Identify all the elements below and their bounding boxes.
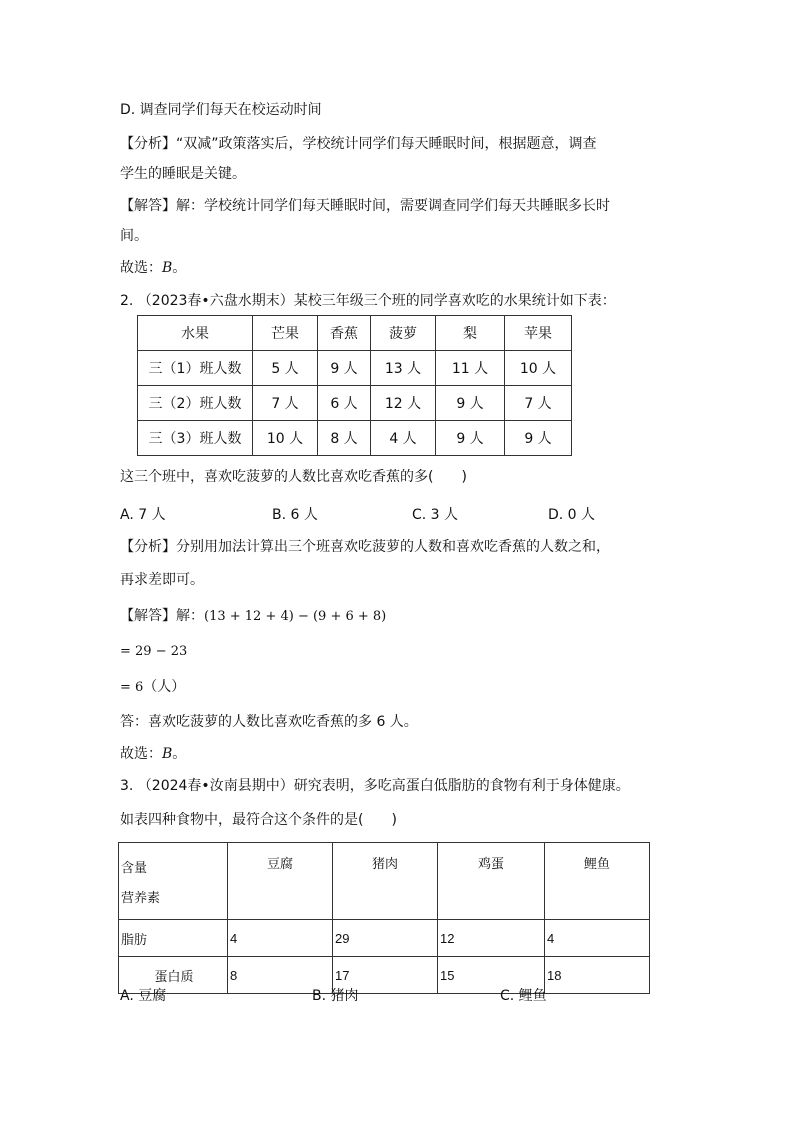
corner-top-label: 含量 bbox=[121, 860, 148, 875]
table-cell: 9 人 bbox=[318, 351, 371, 386]
q1-choice-suffix: 。 bbox=[172, 260, 187, 276]
nutrition-table-header bbox=[119, 843, 650, 920]
table-cell: 13 人 bbox=[371, 351, 436, 386]
table-cell: 三（1）班人数 bbox=[138, 351, 253, 386]
q2-step2-expr: = 6 bbox=[120, 680, 144, 695]
table-cell: 8 人 bbox=[318, 421, 371, 456]
table-cell: 10 人 bbox=[253, 421, 318, 456]
table-cell: 10 人 bbox=[505, 351, 572, 386]
table-cell: 6 人 bbox=[318, 386, 371, 421]
q2-analysis-line1: 【分析】分别用加法计算出三个班喜欢吃菠萝的人数和喜欢吃香蕉的人数之和， bbox=[120, 539, 610, 555]
q3-option-c: C. 鲤鱼 bbox=[500, 988, 547, 1004]
fruit-table-header bbox=[138, 316, 572, 351]
q3-stem-line1: 3. （2024春•汝南县期中）研究表明，多吃高蛋白低脂肪的食物有利于身体健康。 bbox=[120, 778, 630, 794]
table-cell: 15 bbox=[438, 957, 545, 994]
q2-step2 bbox=[120, 677, 185, 698]
q2-response: 答：喜欢吃菠萝的人数比喜欢吃香蕉的多 6 人。 bbox=[120, 714, 418, 730]
nutrition-table bbox=[118, 842, 650, 994]
q2-question: 这三个班中，喜欢吃菠萝的人数比喜欢吃香蕉的多( ) bbox=[120, 469, 467, 485]
table-header-cell: 鲤鱼 bbox=[545, 843, 650, 920]
table-cell: 9 人 bbox=[436, 386, 505, 421]
q2-option-d: D. 0 人 bbox=[548, 507, 596, 523]
table-row-label: 蛋白质 bbox=[119, 957, 228, 994]
q2-step1: = 29 − 23 bbox=[120, 644, 188, 659]
table-cell: 4 bbox=[228, 920, 333, 957]
q1-answer-line2: 间。 bbox=[120, 228, 148, 244]
table-cell: 17 bbox=[333, 957, 438, 994]
table-row bbox=[138, 421, 572, 456]
q1-choice-letter: B bbox=[162, 260, 173, 276]
table-header-cell: 香蕉 bbox=[318, 316, 371, 351]
table-header-cell: 梨 bbox=[436, 316, 505, 351]
q2-step2-unit: （人） bbox=[143, 679, 186, 695]
fruit-table bbox=[137, 315, 572, 456]
table-header-cell: 水果 bbox=[138, 316, 253, 351]
table-header-cell: 芒果 bbox=[253, 316, 318, 351]
q3-stem-line2: 如表四种食物中，最符合这个条件的是( ) bbox=[120, 812, 397, 828]
q2-stem: 2. （2023春•六盘水期末）某校三年级三个班的同学喜欢吃的水果统计如下表： bbox=[120, 293, 616, 309]
table-header-cell: 苹果 bbox=[505, 316, 572, 351]
table-cell: 5 人 bbox=[253, 351, 318, 386]
q2-choice-suffix: 。 bbox=[172, 746, 187, 762]
table-cell: 三（3）班人数 bbox=[138, 421, 253, 456]
table-header-cell: 鸡蛋 bbox=[438, 843, 545, 920]
q1-analysis-line2: 学生的睡眠是关键。 bbox=[120, 166, 246, 182]
table-cell: 7 人 bbox=[505, 386, 572, 421]
table-header-cell: 菠萝 bbox=[371, 316, 436, 351]
table-cell: 8 bbox=[228, 957, 333, 994]
table-cell: 4 人 bbox=[371, 421, 436, 456]
q2-answer-expr: (13 + 12 + 4) − (9 + 6 + 8) bbox=[204, 609, 387, 624]
q3-option-b: B. 猪肉 bbox=[312, 988, 359, 1004]
table-row-label: 脂肪 bbox=[119, 920, 228, 957]
table-cell: 12 人 bbox=[371, 386, 436, 421]
table-cell: 9 人 bbox=[505, 421, 572, 456]
table-cell: 三（2）班人数 bbox=[138, 386, 253, 421]
q1-option-d: D. 调查同学们每天在校运动时间 bbox=[120, 102, 322, 118]
q2-choice-letter: B bbox=[162, 746, 173, 762]
table-row bbox=[119, 957, 650, 994]
q2-answer bbox=[120, 606, 386, 627]
table-row bbox=[119, 920, 650, 957]
q1-choice-prefix: 故选： bbox=[120, 260, 162, 276]
table-cell: 29 bbox=[333, 920, 438, 957]
q2-option-a: A. 7 人 bbox=[120, 507, 166, 523]
q1-analysis-line1: 【分析】“双减”政策落实后，学校统计同学们每天睡眠时间，根据题意，调查 bbox=[120, 136, 597, 152]
table-row bbox=[138, 351, 572, 386]
table-cell: 11 人 bbox=[436, 351, 505, 386]
q3-option-a: A. 豆腐 bbox=[120, 988, 167, 1004]
corner-bottom-label: 营养素 bbox=[121, 890, 161, 905]
q2-choice bbox=[120, 744, 186, 764]
q2-choice-prefix: 故选： bbox=[120, 746, 162, 762]
table-cell: 12 bbox=[438, 920, 545, 957]
table-row bbox=[138, 386, 572, 421]
q1-choice bbox=[120, 258, 186, 278]
q2-answer-label: 【解答】解： bbox=[120, 608, 204, 624]
q1-answer-line1: 【解答】解：学校统计同学们每天睡眠时间，需要调查同学们每天共睡眠多长时 bbox=[120, 198, 610, 214]
table-cell: 9 人 bbox=[436, 421, 505, 456]
table-cell: 18 bbox=[545, 957, 650, 994]
table-cell: 4 bbox=[545, 920, 650, 957]
q2-option-c: C. 3 人 bbox=[412, 507, 459, 523]
q2-analysis-line2: 再求差即可。 bbox=[120, 572, 204, 588]
table-corner-cell bbox=[119, 843, 228, 920]
q2-option-b: B. 6 人 bbox=[272, 507, 318, 523]
table-header-cell: 豆腐 bbox=[228, 843, 333, 920]
table-header-cell: 猪肉 bbox=[333, 843, 438, 920]
table-cell: 7 人 bbox=[253, 386, 318, 421]
